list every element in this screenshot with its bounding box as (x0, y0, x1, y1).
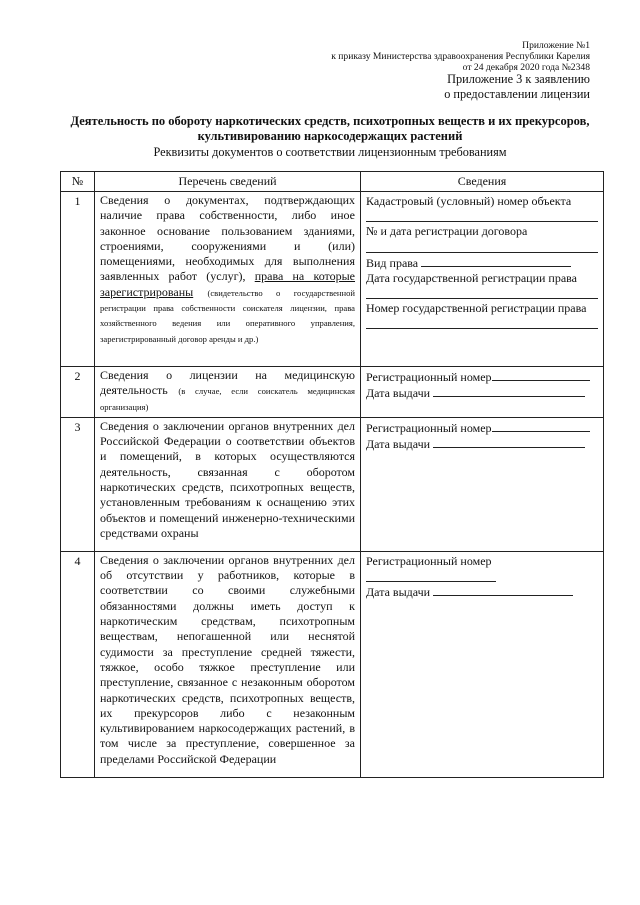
table-row (61, 417, 604, 551)
order-reference (270, 40, 590, 73)
issue-date-row (366, 385, 598, 401)
registration-date-field[interactable] (366, 286, 598, 299)
right-type-field[interactable] (421, 255, 571, 267)
table-header-row (61, 172, 604, 192)
contract-registration-label: № и дата регистрации договора (366, 224, 528, 239)
issue-date-field[interactable] (433, 436, 585, 448)
application-line-2: о предоставлении лицензии (444, 87, 590, 101)
issue-date-field[interactable] (433, 385, 585, 397)
requisites-table (60, 171, 604, 778)
issue-date-row (366, 584, 598, 600)
registration-number-label: Регистрационный номер (366, 553, 492, 568)
row-info (361, 367, 604, 418)
registration-number-field[interactable] (492, 369, 590, 381)
cadastral-number-field[interactable] (366, 209, 598, 222)
right-type-row (366, 255, 598, 271)
header-list: Перечень сведений (95, 172, 361, 192)
row-text: Сведения о документах, подтверждающих наличие права собственности, либо иное законное основание пользованием зданиями, строениями, сооружениями и (или) помещениями, необходимых для выполнения заявленных работ (услуг), (100, 193, 355, 284)
registration-number-label: Регистрационный номер (366, 420, 492, 435)
row-text: Сведения о заключении органов внутренних дел об отсутствии у работников, которые в соответствии со своими служебными обязанностями должны иметь доступ к наркотическим средствам, психотропным веществам, непогашенной или неснятой судимости за преступление средней тяжести, тяжкое, особо тяжкое преступление или преступление, связанное с незаконным оборотом наркотических средств, психотропных веществ, их прекурсоров либо с незаконным культивированием наркосодержащих растений, в том числе за преступление, совершенное за пределами Российской Федерации (100, 552, 355, 766)
document-title: Деятельность по обороту наркотических средств, психотропных веществ и их прекурсоров, культивированию наркосодержащих растений (70, 114, 590, 143)
issue-date-label: Дата выдачи (366, 437, 431, 452)
row-note: (в случае, если соискатель медицинская организация) (100, 386, 355, 412)
row-info (361, 417, 604, 551)
registration-number-label: Номер государственной регистрации права (366, 301, 587, 316)
row-text: Сведения о заключении органов внутренних дел Российской Федерации о соответствии объектов и помещений, в которых осуществляются деятельность, связанная с оборотом наркотических средств, психотропных веществ, установленным требованиям к оснащению этих объектов и помещений инженерно-техническими средствами охраны (100, 418, 355, 540)
header-info: Сведения (361, 172, 604, 192)
row-number: 3 (61, 417, 95, 551)
registration-number-field[interactable] (366, 316, 598, 329)
registration-number-row (366, 420, 598, 436)
order-line-1: Приложение №1 (522, 40, 590, 51)
row-description (95, 551, 361, 777)
registration-number-field[interactable] (492, 420, 590, 432)
application-line-1: Приложение 3 к заявлению (447, 72, 590, 86)
row-description (95, 417, 361, 551)
row-info (361, 551, 604, 777)
registration-number-field[interactable] (366, 569, 496, 582)
right-type-label: Вид права (366, 255, 419, 270)
document-subtitle: Реквизиты документов о соответствии лицензионным требованиям (153, 145, 507, 159)
row-description (95, 192, 361, 367)
cadastral-number-label: Кадастровый (условный) номер объекта (366, 194, 572, 208)
row-text-underlined: права на которые зарегистрированы (100, 269, 356, 299)
table-row (61, 367, 604, 418)
order-line-2: к приказу Министерства здравоохранения Республики Карелия (331, 51, 590, 62)
issue-date-label: Дата выдачи (366, 585, 431, 600)
registration-number-row (366, 369, 598, 385)
issue-date-row (366, 436, 598, 452)
order-line-3: от 24 декабря 2020 года №2348 (462, 62, 590, 73)
issue-date-field[interactable] (433, 584, 573, 596)
contract-registration-field[interactable] (366, 240, 598, 253)
application-reference (270, 72, 590, 102)
table-row (61, 551, 604, 777)
row-note: (свидетельство о государственной регистрации права собственности соискателя лицензии, права хозяйственного ведения или оперативного управления, зарегистрированный договор аренды и др.) (100, 287, 355, 344)
registration-number-label: Регистрационный номер (366, 370, 492, 384)
row-number: 2 (61, 367, 95, 418)
row-info (361, 192, 604, 367)
issue-date-label: Дата выдачи (366, 386, 431, 401)
registration-date-label: Дата государственной регистрации права (366, 270, 578, 285)
row-description (95, 367, 361, 418)
table-row (61, 192, 604, 367)
row-number: 1 (61, 192, 95, 367)
row-number: 4 (61, 551, 95, 777)
header-num: № (61, 172, 95, 192)
row-text: Сведения о лицензии на медицинскую деятельность (100, 368, 355, 398)
